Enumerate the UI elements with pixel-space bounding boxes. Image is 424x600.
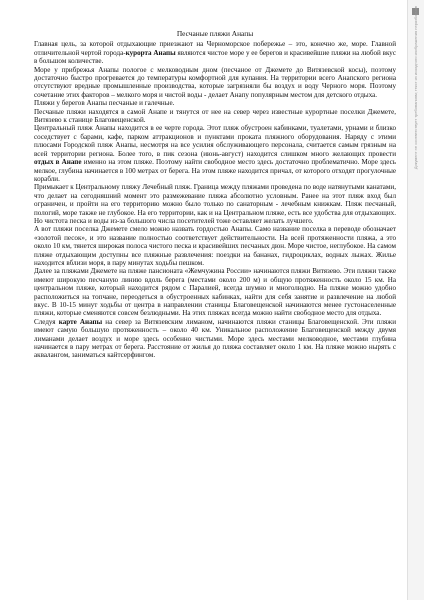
sidebar-vertical-text [412,6,420,596]
paragraph-7 [34,225,396,267]
paragraph-7-text: А вот пляжи поселка Джемете смело можно назвать гордостью Анапы. Само название поселка в переводе обозначает «золотой песок», и это название полностью соответствует действительности. На всей протяженности пляжа, а это около 10 км, тянется широкая полоса чистого песка и красивейших песчаных дюн. Море чистое, неглубокое. На самом пляже отдыхающим доступны все пляжные развлечения: поездки на бананах, гидроциклах, водных лыжах. Жилье находится вблизи моря, в пару минутах ходьбы пешком. [34,225,396,267]
paragraph-6 [34,183,396,225]
paragraph-8 [34,267,396,317]
paragraph-2-text: Море у прибрежья Анапы пологое с мелководным дном (песчаное от Джемете до Витязевской косы), поэтому достаточно быстро прогревается до температуры комфортной для купания. На территории всего Анапского региона отсутствуют вредные промышленные производства, которые загрязняли бы воздух и воду Черного моря. Поэтому сочетание этих факторов – мелкого моря и чистой воды - делает Анапу популярным местом для детского отдыха. [34,65,396,99]
paragraph-6-text: Примыкает к Центральному пляжу Лечебный пляж. Граница между пляжами проведена по воде натянутыми канатами, что делает на сегодняшний момент это размежевание пляжа абсолютно условным. Ранее на этот пляж вход был ограничен, и пройти на его территорию можно было только по санаторным - лечебным книжкам. Пляж песчаный, пологий, море также не глубокое. На его территории, как и на Центральном пляже, есть все удобства для отдыхающих. Но чистота песка и воды из-за большого числа посетителей тоже оставляет желать лучшего. [34,183,396,225]
paragraph-5-text-start: Центральный пляж Анапы находится в ее черте города. Этот пляж обустроен кабинками, туалетами, урнами и близко соседствует с барами, кафе, парком аттракционов и пунктами проката пляжного оборудования. Наряду с этими плюсами Городской пляж Анапы, несмотря на все усилия обслуживающего персонала, считается самым грязным на всей территории региона. Более того, в пик сезона (июнь-август) находится слишком много желающих провести [34,124,396,158]
paragraph-9-text-end: на север за Витязевским лиманом, начинаются пляжи станицы Благовещенской. Эти пляжи имеют самую большую протяженность – около 40 км. Уникальное расположение Благовещенской между двумя лиманами делает воздух и море здесь особенно чистыми. Море здесь местами мелководное, местами глубина начинается в пару метрах от берега. Расстояние от жилья до пляжа составляет около 1 км. На пляже можно нырять с аквалангом, заниматься кайтсерфингом. [34,317,397,360]
paragraph-2 [34,66,396,100]
paragraph-3 [34,99,396,107]
paragraph-8-text: Далее за пляжами Джемете на пляже пансионата «Жемчужина России» начинаются пляжи Витязево. Эти пляжи также имеют широкую песчаную линию вдоль берега (местами около 200 м) и общую протяженность около 15 км. На центральном пляже, который находится рядом с Паралией, всегда шумно и многолюдно. На пляже можно удобно расположиться на топчане, переодеться в обустроенных кабинках, найти для себя занятие и развлечение на любой вкус. В 10-15 минут ходьбы от центра в направлении станицы Благовещенской начинаются менее густонаселенные пляжи, которые сменяются совсем безлюдными. На этих пляжах всегда можно найти свободное место для отдыха. [34,267,396,318]
paragraph-3-text: Пляжи у берегов Анапы песчаные и галечные. [34,99,175,108]
right-sidebar [407,0,424,600]
sidebar-vertical-label: Документ не соответствует требованиям; текст из исходного изображения неразборчив [413,6,418,170]
paragraph-5-text-end: именно на этом пляже. Поэтому найти свободное место здесь достаточно проблематично. Море здесь мелкое, глубина начинается в 100 метрах от берега. На этом пляже находится причал, от которого отходят прогулочные корабли. [34,158,397,183]
paragraph-1-bold: курорта Анапы [125,48,176,57]
paragraph-4 [34,108,396,125]
paragraph-1 [34,40,396,65]
paragraph-1-text-end: являются чистое море у ее берегов и красивейшие пляжи на любой вкус в большом количестве. [34,48,396,66]
document-page [34,30,396,590]
paragraph-1-text-start: Главная цель, за которой отдыхающие приезжают на Черноморское побережье – это, конечно же, море. Главной отличительной чертой города- [34,40,396,57]
paragraph-4-text: Песчаные пляжи находятся в самой Анапе и тянутся от нее на север через известные курортные поселки Джемете, Витязево к станице Благовещенской. [34,107,396,125]
paragraph-5 [34,124,396,183]
paragraph-9-text-start: Следуя [34,317,59,326]
paragraph-9-bold: карте Анапы [58,317,103,326]
document-title: Песчаные пляжи Анапы [176,29,254,38]
paragraph-9 [34,318,396,360]
paragraph-5-bold: отдых в Анапе [34,158,82,167]
